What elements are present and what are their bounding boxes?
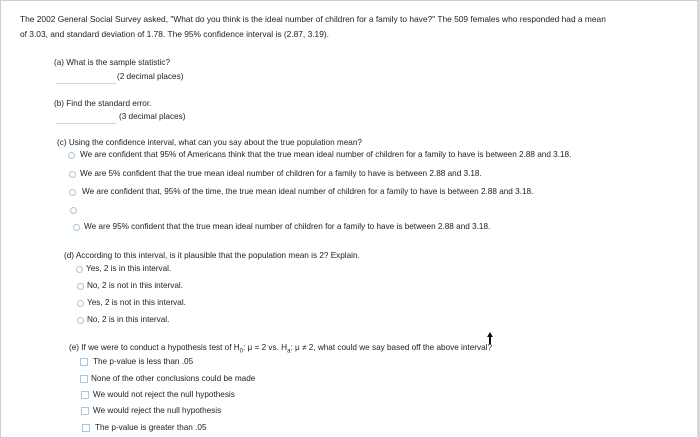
part-e-option-4-label[interactable]: We would reject the null hypothesis — [93, 406, 222, 415]
part-c-option-2-label[interactable]: We are 5% confident that the true mean ideal number of children for a family to have is between 2.88 and 3.18. — [80, 169, 482, 178]
part-b-question: (b) Find the standard error. — [54, 99, 152, 108]
part-d-option-2-label[interactable]: No, 2 is not in this interval. — [87, 281, 184, 290]
part-c-option-2-radio[interactable] — [69, 171, 76, 178]
part-d-option-2-radio[interactable] — [77, 283, 84, 290]
part-c-option-5-label[interactable]: We are 95% confident that the true mean ideal number of children for a family to have is between 2.88 and 3.18. — [84, 222, 491, 231]
part-d-option-1-label[interactable]: Yes, 2 is in this interval. — [86, 264, 172, 273]
part-e-option-4-checkbox[interactable] — [81, 407, 89, 415]
part-d-option-1-radio[interactable] — [76, 266, 83, 273]
part-e-option-5-checkbox[interactable] — [82, 424, 90, 432]
part-a-hint: (2 decimal places) — [117, 72, 184, 81]
part-e-option-2-checkbox[interactable] — [80, 375, 88, 383]
part-e-option-1-checkbox[interactable] — [80, 358, 88, 366]
part-a-answer-input[interactable] — [56, 71, 116, 84]
part-e-question-rest: : μ ≠ 2, what could we say based off the above interval? — [290, 343, 493, 352]
part-e-option-2-label[interactable]: None of the other conclusions could be made — [91, 374, 256, 383]
part-d-option-3-radio[interactable] — [77, 300, 84, 307]
problem-statement — [20, 12, 606, 42]
part-d-option-3-label[interactable]: Yes, 2 is not in this interval. — [87, 298, 186, 307]
part-c-option-3-radio[interactable] — [69, 189, 76, 196]
part-d-option-4-label[interactable]: No, 2 is in this interval. — [87, 315, 170, 324]
part-c-option-1-radio[interactable] — [68, 152, 75, 159]
part-e-option-3-checkbox[interactable] — [81, 391, 89, 399]
part-d-question: (d) According to this interval, is it plausible that the population mean is 2? Explain. — [64, 251, 360, 260]
h0-subscript: 0 — [239, 348, 243, 355]
part-e-option-1-label[interactable]: The p-value is less than .05 — [93, 357, 194, 366]
part-e-question — [69, 343, 492, 355]
part-d-option-4-radio[interactable] — [77, 317, 84, 324]
part-a-question: (a) What is the sample statistic? — [54, 58, 171, 67]
ha-subscript: a — [287, 348, 291, 355]
problem-line-1: The 2002 General Social Survey asked, "What do you think is the ideal number of children for a family to have?" The 509 females who responded had a mean — [20, 14, 606, 24]
part-c-option-1-label[interactable]: We are confident that 95% of Americans think that the true mean ideal number of children for a family to have is between 2.88 and 3.18. — [80, 150, 572, 159]
part-e-question-prefix: (e) If we were to conduct a hypothesis test of H — [69, 343, 240, 352]
part-c-option-5-radio[interactable] — [73, 224, 80, 231]
problem-line-2: of 3.03, and standard deviation of 1.78. The 95% confidence interval is (2.87, 3.19). — [20, 29, 329, 39]
part-e-option-5-label[interactable]: The p-value is greater than .05 — [95, 423, 207, 432]
part-b-hint: (3 decimal places) — [119, 112, 186, 121]
part-b-answer-input[interactable] — [56, 111, 116, 124]
part-c-question: (c) Using the confidence interval, what can you say about the true population mean? — [57, 138, 362, 147]
part-e-h0-rest: : μ = 2 vs. H — [243, 343, 288, 352]
part-e-option-3-label[interactable]: We would not reject the null hypothesis — [93, 390, 235, 399]
part-c-option-3-label[interactable]: We are confident that, 95% of the time, the true mean ideal number of children for a family to have is between 2.88 and 3.18. — [82, 187, 534, 196]
part-c-option-4-radio[interactable] — [70, 207, 77, 214]
